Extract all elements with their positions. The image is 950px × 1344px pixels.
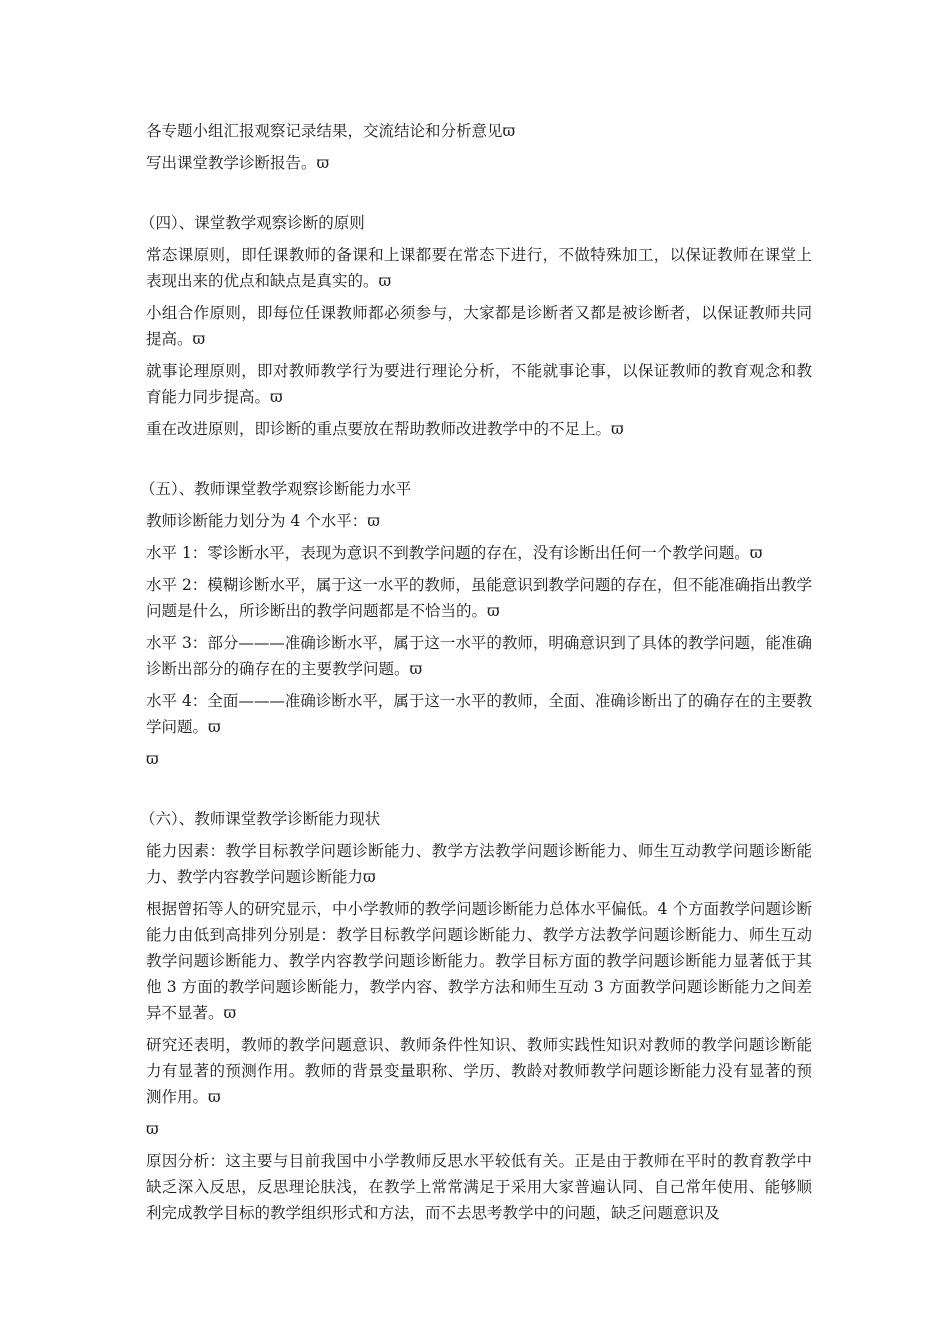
section-heading-5: （五）、教师课堂教学观察诊断能力水平	[140, 480, 412, 498]
paragraph: 能力因素：教学目标教学问题诊断能力、教学方法教学问题诊断能力、师生互动教学问题诊断能力、教学内容教学问题诊断能力ϖ	[146, 842, 812, 886]
spacer	[146, 778, 812, 806]
spacer	[146, 448, 812, 476]
paragraph: 根据曾拓等人的研究显示，中小学教师的教学问题诊断能力总体水平偏低。4 个方面教学问题诊断能力由低到高排列分别是：教学目标教学问题诊断能力、教学方法教学问题诊断能力、师生互动教学问题诊断能力、教学内容教学问题诊断能力。教学目标方面的教学问题诊断能力显著低于其他 3 方面的教学问题诊断能力，教学内容、教学方法和师生互动 3 方面教学问题诊断能力之间差异不显著。ϖ	[146, 900, 812, 1022]
paragraph: 写出课堂教学诊断报告。ϖ	[146, 154, 330, 172]
paragraph: 水平 1：零诊断水平，表现为意识不到教学问题的存在，没有诊断出任何一个教学问题。ϖ	[146, 544, 763, 562]
paragraph: 重在改进原则，即诊断的重点要放在帮助教师改进教学中的不足上。ϖ	[146, 420, 624, 438]
section-heading-4: （四）、课堂教学观察诊断的原则	[140, 214, 365, 232]
paragraph: 就事论理原则，即对教师教学行为要进行理论分析，不能就事论事，以保证教师的教育观念和教育能力同步提高。ϖ	[146, 362, 812, 406]
spacer	[146, 182, 812, 210]
paragraph: 常态课原则，即任课教师的备课和上课都要在常态下进行，不做特殊加工，以保证教师在课堂上表现出来的优点和缺点是真实的。ϖ	[146, 246, 812, 290]
paragraph: 教师诊断能力划分为 4 个水平：ϖ	[146, 512, 380, 530]
paragraph: 原因分析：这主要与目前我国中小学教师反思水平较低有关。正是由于教师在平时的教育教学中缺乏深入反思，反思理论肤浅，在教学上常常满足于采用大家普遍认同、自己常年使用、能够顺利完成教学目标的教学组织形式和方法，而不去思考教学中的问题，缺乏问题意识及	[146, 1152, 812, 1222]
paragraph: 研究还表明，教师的教学问题意识、教师条件性知识、教师实践性知识对教师的教学问题诊断能力有显著的预测作用。教师的背景变量职称、学历、教龄对教师教学问题诊断能力没有显著的预测作用。ϖ	[146, 1036, 812, 1106]
section-heading-6: （六）、教师课堂教学诊断能力现状	[140, 810, 381, 828]
document-page	[140, 118, 812, 1232]
paragraph: 水平 3：部分———准确诊断水平，属于这一水平的教师，明确意识到了具体的教学问题，能准确诊断出部分的确存在的主要教学问题。ϖ	[146, 634, 812, 678]
paragraph: 小组合作原则，即每位任课教师都必须参与，大家都是诊断者又都是被诊断者，以保证教师共同提高。ϖ	[146, 304, 812, 348]
paragraph: 水平 4：全面———准确诊断水平，属于这一水平的教师，全面、准确诊断出了的确存在的主要教学问题。ϖ	[146, 692, 812, 736]
paragraph: 各专题小组汇报观察记录结果，交流结论和分析意见ϖ	[146, 122, 516, 140]
paragraph: ϖ	[146, 1120, 159, 1138]
paragraph: ϖ	[146, 750, 159, 768]
paragraph: 水平 2：模糊诊断水平，属于这一水平的教师，虽能意识到教学问题的存在，但不能准确指出教学问题是什么，所诊断出的教学问题都是不恰当的。ϖ	[146, 576, 812, 620]
